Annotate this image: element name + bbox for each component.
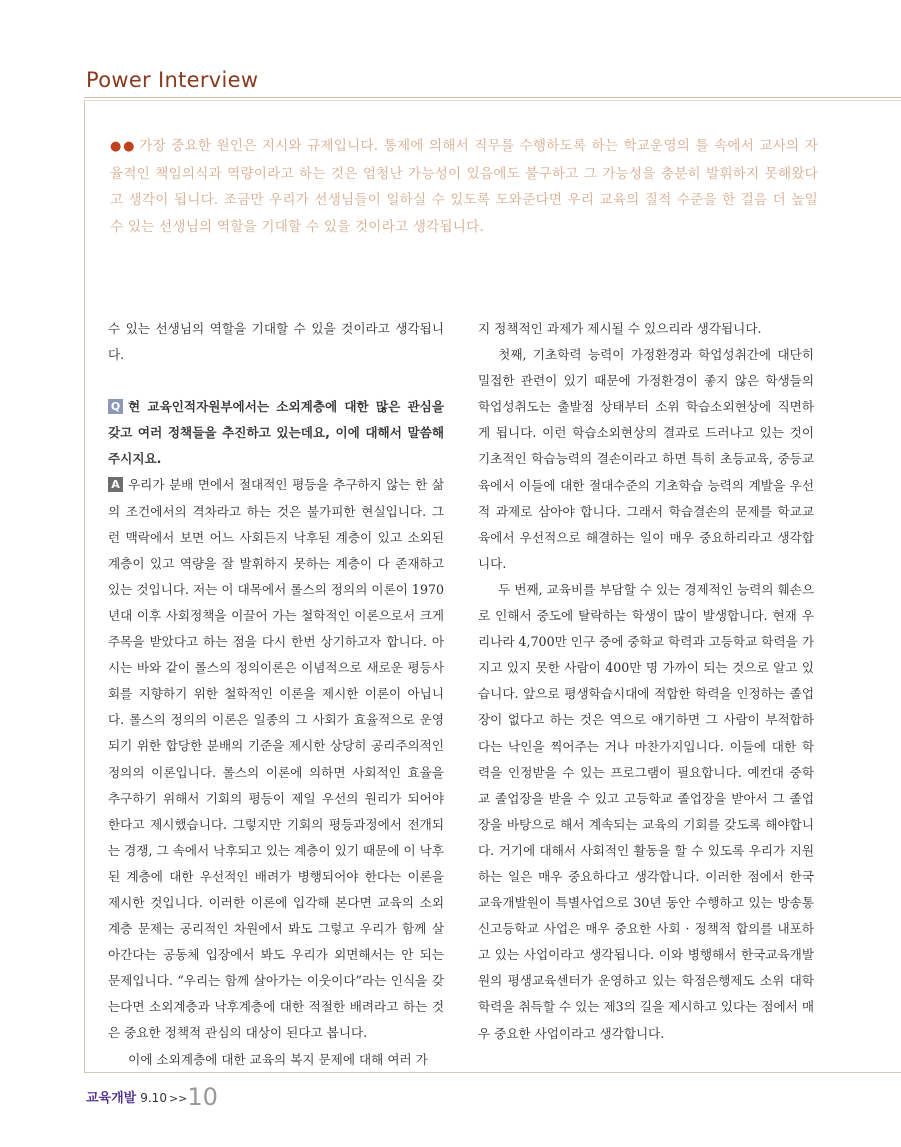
right-column: [478, 316, 814, 1047]
frame-left-border: [84, 100, 85, 1072]
question-badge: Q: [108, 399, 123, 414]
magazine-name: 교육개발: [86, 1091, 137, 1106]
interview-question: [108, 394, 444, 472]
page-footer: [86, 1083, 218, 1111]
left-column: [108, 316, 444, 1073]
answer-badge: A: [108, 477, 123, 492]
paragraph: 이에 소외계층에 대한 교육의 복지 문제에 대해 여러 가: [128, 1051, 428, 1067]
paragraph: 지 정책적인 과제가 제시될 수 있으리라 생각됩니다.: [478, 321, 762, 336]
answer-text: 우리가 분배 면에서 절대적인 평등을 추구하지 않는 한 삶의 조건에서의 격차라고 하는 것은 불가피한 현실입니다. 그런 맥락에서 보면 어느 사회든지 낙후된 계층이 있고 소외된 계층이 있고 역량을 잘 발휘하지 못하는 계층이 다 존재하고 있는 것입니다. 저는 이 대목에서 롤스의 정의의 이론이 1970년대 이후 사회정책을 이끌어 가는 철학적인 이론으로서 크게 주목을 받았다고 하는 점을 다시 한번 상기하고자 합니다. 아시는 바와 같이 롤스의 정의이론은 이념적으로 새로운 평등사회를 지향하기 위한 철학적인 이론을 제시한 이론이 아닙니다. 롤스의 정의의 이론은 일종의 그 사회가 효율적으로 운영되기 위한 합당한 분배의 기준을 제시한 상당히 공리주의적인 정의의 이론입니다. 롤스의 이론에 의하면 사회적인 효율을 추구하기 위해서 기회의 평등이 제일 우선의 원리가 되어야 한다고 제시했습니다. 그렇지만 기회의 평등과정에서 전개되는 경쟁, 그 속에서 낙후되고 있는 계층이 있기 때문에 이 낙후된 계층에 대한 우선적인 배려가 병행되어야 한다는 이론을 제시한 것입니다. 이러한 이론에 입각해 본다면 교육의 소외계층 문제는 공리적인 차원에서 봐도 그렇고 우리가 함께 살아간다는 공동체 입장에서 봐도 우리가 외면해서는 안 되는 문제입니다. “우리는 함께 살아가는 이웃이다”라는 인식을 갖는다면 소외계층과 낙후계층에 대한 적절한 배려라고 하는 것은 중요한 정책적 관심의 대상이 된다고 봅니다.: [108, 477, 445, 1041]
paragraph: 두 번째, 교육비를 부담할 수 있는 경제적인 능력의 훼손으로 인해서 중도에 탈락하는 학생이 많이 발생합니다. 현재 우리나라 4,700만 인구 중에 중학교 학력과 고등학교 학력을 가지고 있지 못한 사람이 400만 명 가까이 되는 것으로 알고 있습니다. 앞으로 평생학습시대에 적합한 학력을 인정하는 졸업장이 없다고 하는 것은 역으로 얘기하면 그 사람이 부적합하다는 낙인을 찍어주는 거나 마찬가지입니다. 이들에 대한 학력을 인정받을 수 있는 프로그램이 필요합니다. 예컨대 중학교 졸업장을 받을 수 있고 고등학교 졸업장을 받아서 그 졸업장을 바탕으로 해서 계속되는 교육의 기회를 갖도록 해야합니다. 거기에 대해서 사회적인 활동을 할 수 있도록 우리가 지원하는 일은 매우 중요하다고 생각합니다. 이러한 점에서 한국교육개발원이 특별사업으로 30년 동안 수행하고 있는 방송통신고등학교 사업은 매우 중요한 사회 · 정책적 합의를 내포하고 있는 사업이라고 생각됩니다. 이와 병행해서 한국교육개발원의 평생교육센터가 운영하고 있는 학점은행제도 소위 대학학력을 취득할 수 있는 제3의 길을 제시하고 있다는 점에서 매우 중요한 사업이라고 생각합니다.: [478, 581, 815, 1041]
pull-quote: [110, 133, 818, 240]
question-text: 현 교육인적자원부에서는 소외계층에 대한 많은 관심을 갖고 여러 정책들을 추진하고 있는데요, 이에 대해서 말씀해 주시지요.: [108, 399, 444, 467]
interview-answer: [108, 472, 444, 1046]
pull-quote-text: 가장 중요한 원인은 지시와 규제입니다. 통제에 의해서 직무를 수행하도록 하는 학교운영의 틀 속에서 교사의 자율적인 책임의식과 역량이라고 하는 것은 엄청난 가능성이 있음에도 불구하고 그 가능성을 충분히 발휘하지 못해왔다고 생각이 됩니다. 조금만 우리가 선생님들이 일하실 수 있도록 도와준다면 우리 교육의 질적 수준을 한 걸음 더 높일 수 있는 선생님의 역할을 기대할 수 있을 것이라고 생각됩니다.: [110, 138, 819, 235]
issue-number: 9.10: [140, 1091, 167, 1105]
paragraph-gap: [108, 368, 444, 394]
header-rule-secondary: [84, 100, 901, 101]
page-header-title: Power Interview: [86, 68, 259, 92]
pull-quote-bullet-icon: ●●: [110, 139, 137, 154]
page-number: 10: [187, 1083, 218, 1111]
arrows-icon: >>: [168, 1092, 188, 1105]
paragraph: 수 있는 선생님의 역할을 기대할 수 있을 것이라고 생각됩니다.: [108, 321, 444, 363]
paragraph: 첫째, 기초학력 능력이 가정환경과 학업성취간에 대단히 밀접한 관련이 있기 때문에 가정환경이 좋지 않은 학생들의 학업성취도는 출발점 상태부터 소위 학습소외현상에 직면하게 됩니다. 이런 학습소외현상의 결과로 드러나고 있는 것이 기초적인 학습능력의 결손이라고 하면 특히 초등교육, 중등교육에서 이들에 대한 절대수준의 기초학습 능력의 계발을 우선적 과제로 삼아야 합니다. 그래서 학습결손의 문제를 학교교육에서 우선적으로 해결하는 일이 매우 중요하리라고 생각합니다.: [478, 347, 814, 571]
header-rule: [84, 97, 901, 98]
